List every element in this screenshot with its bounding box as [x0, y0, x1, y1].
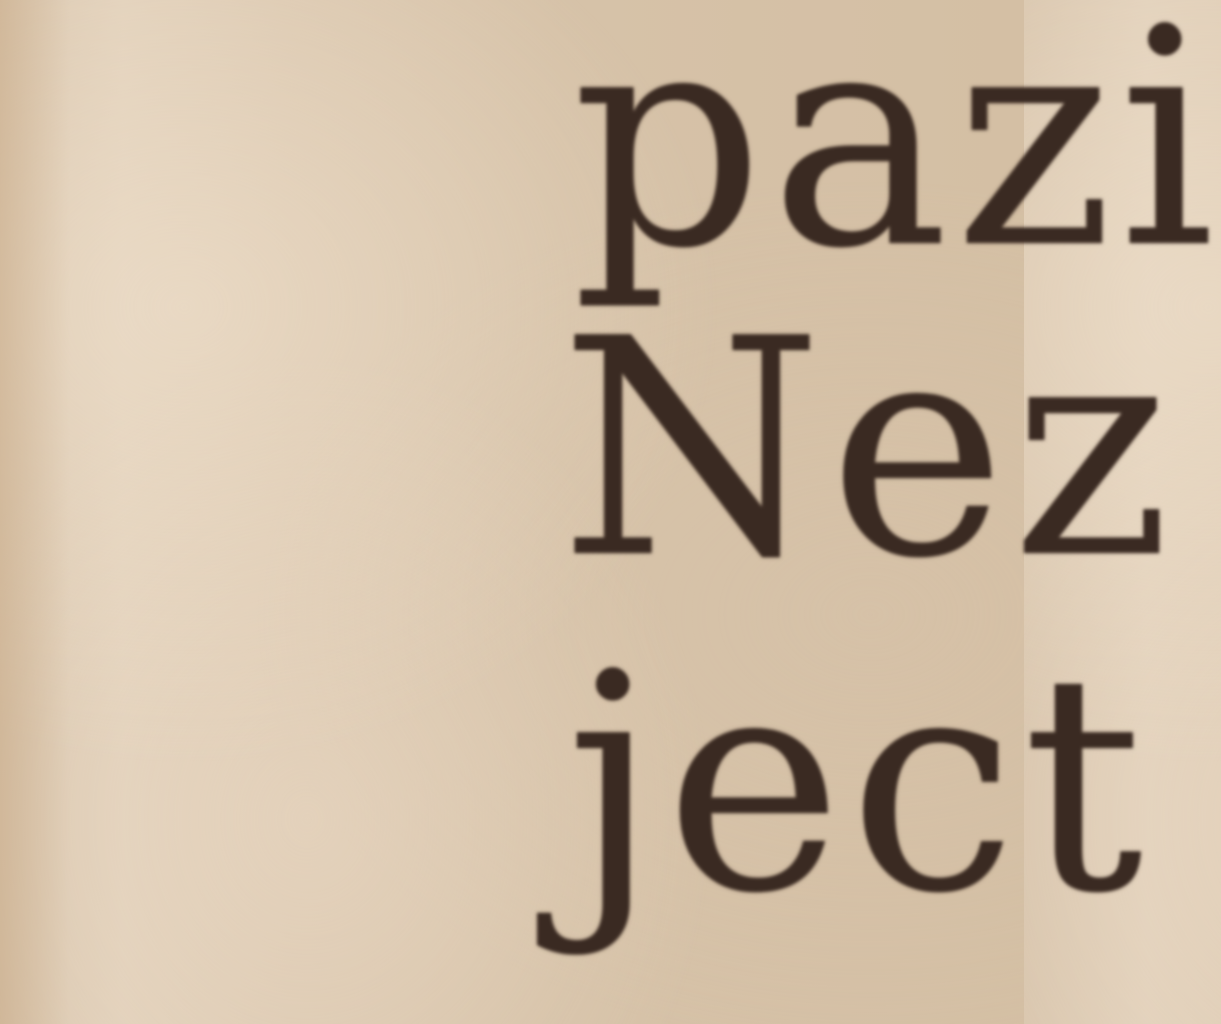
text-line-2: Nez [560, 275, 1177, 624]
text-line-3: ject [566, 610, 1150, 959]
text-line-1: pazi [572, 0, 1221, 314]
paper-edge [0, 0, 70, 1024]
text-fragment [560, 0, 1221, 1024]
